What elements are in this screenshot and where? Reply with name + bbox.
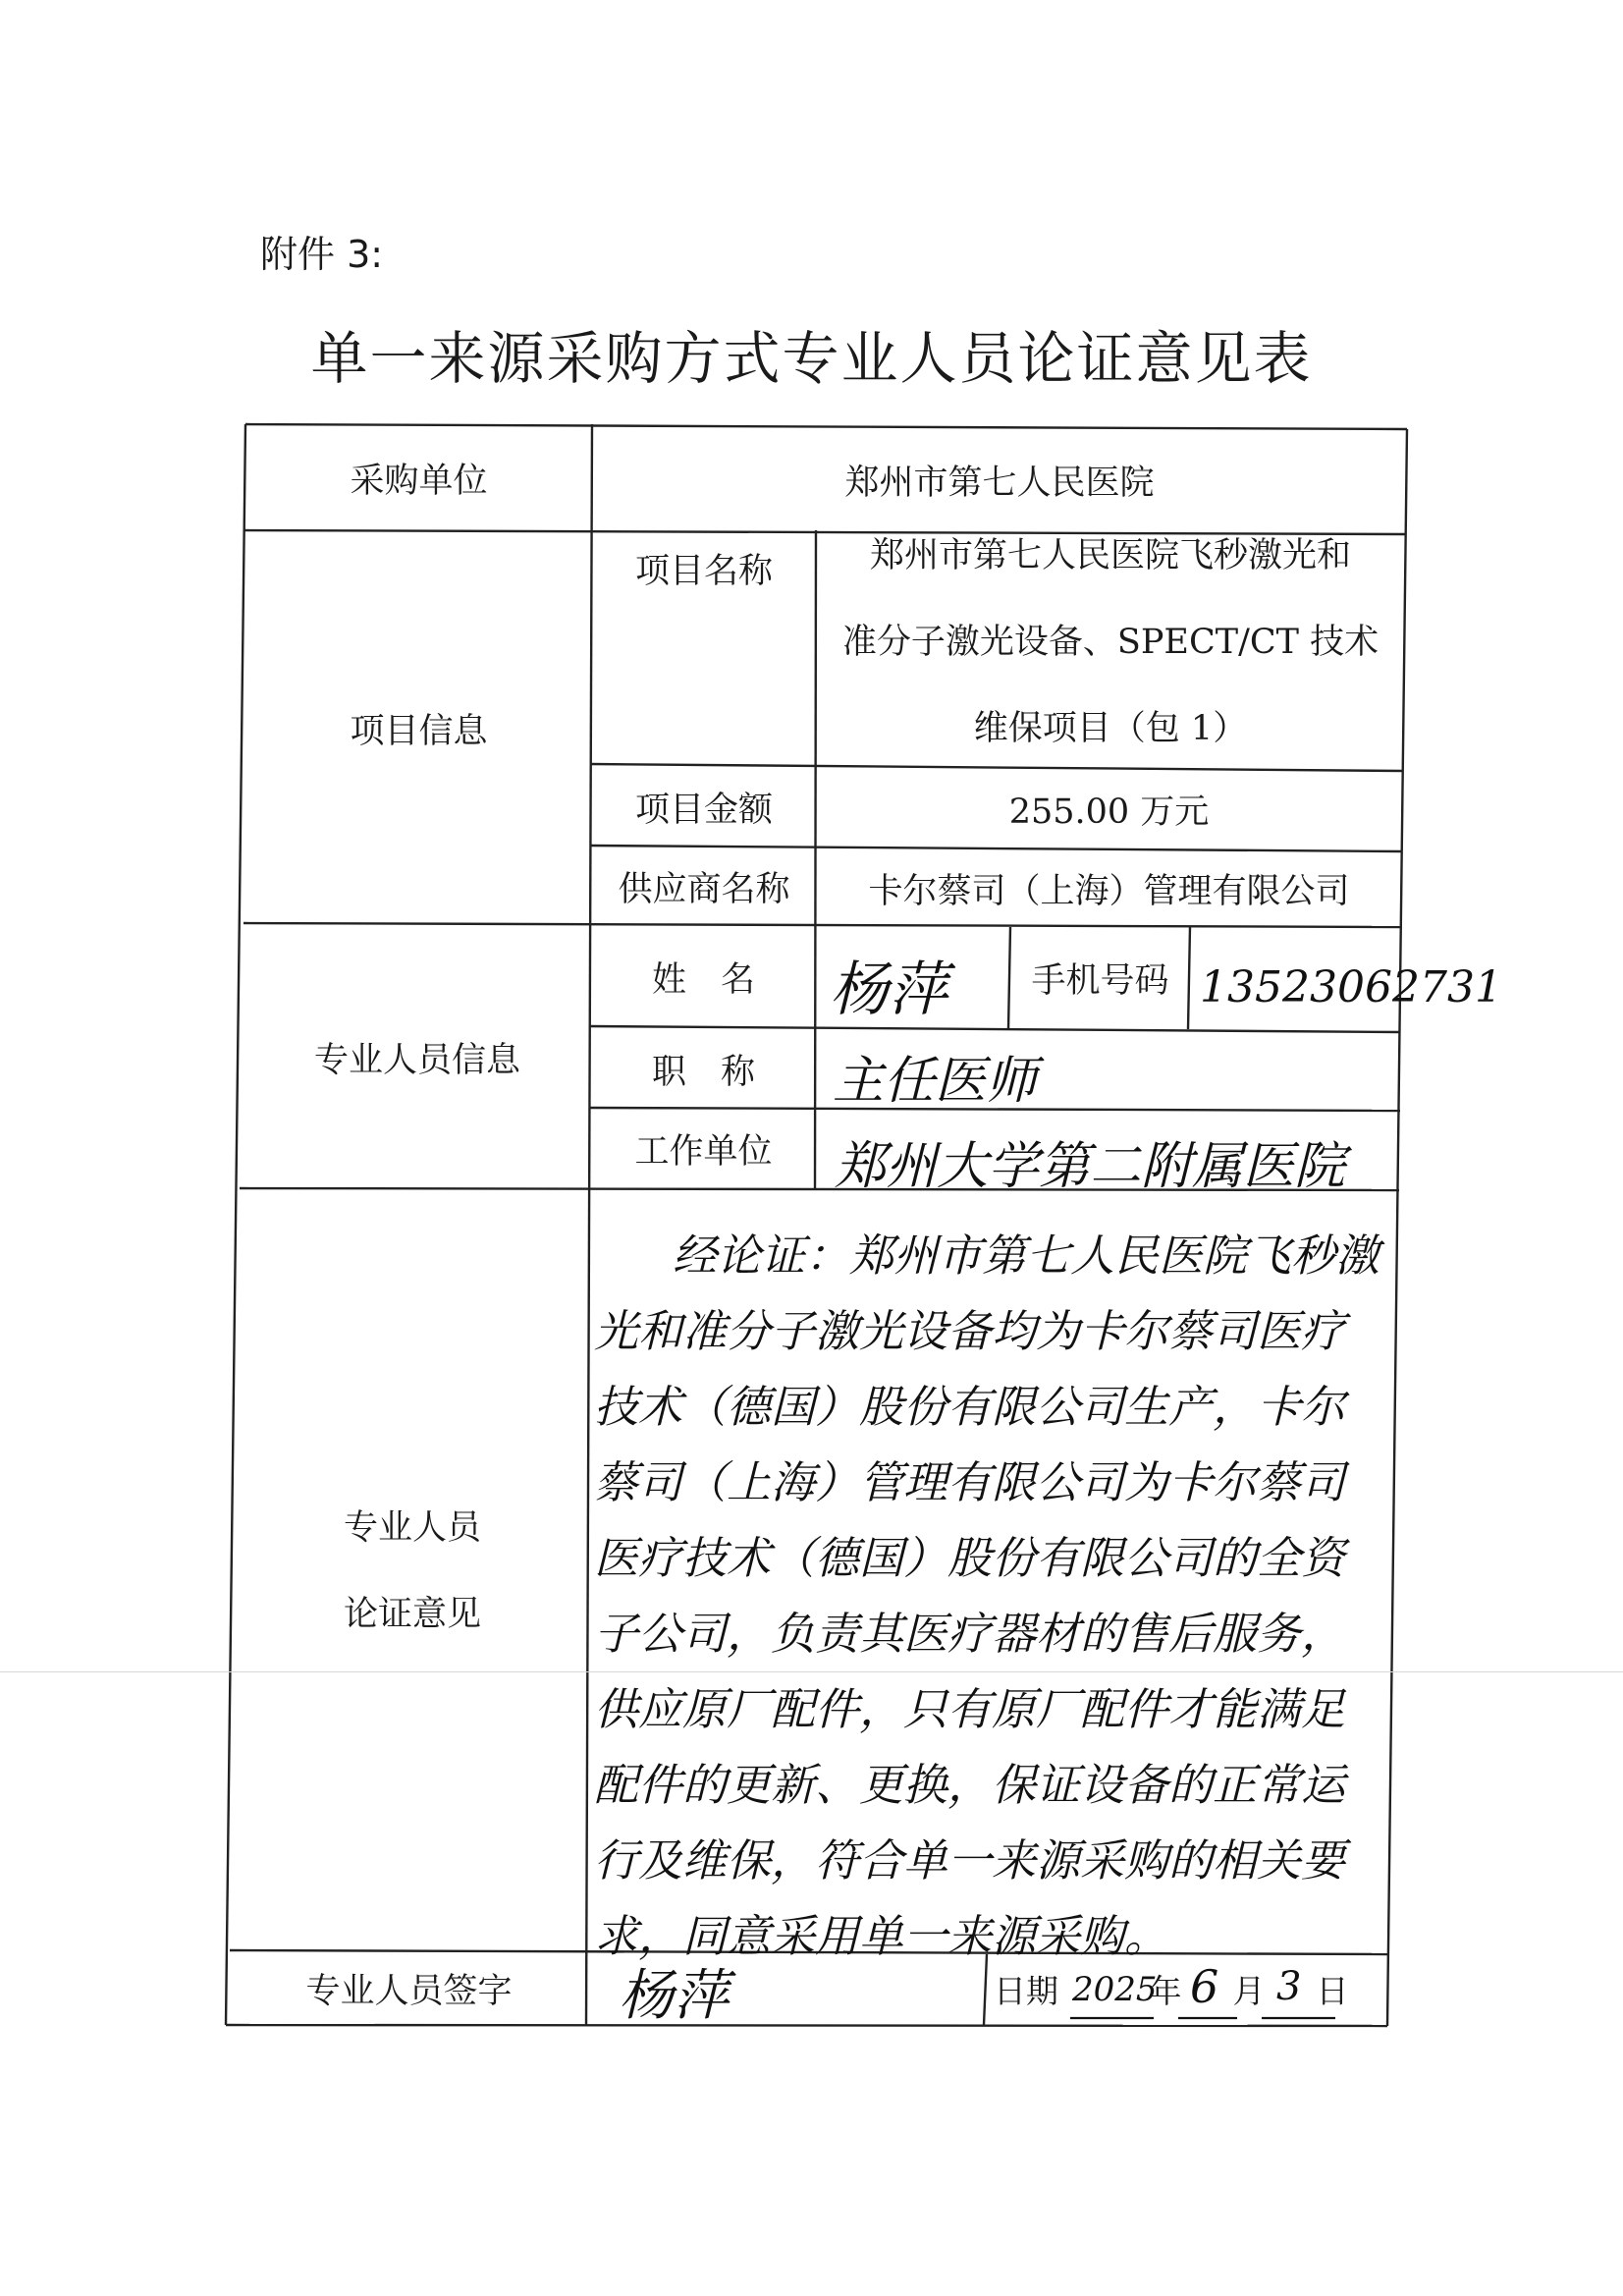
project-name-line-2: 准分子激光设备、SPECT/CT 技术 xyxy=(841,622,1380,662)
opinion-label xyxy=(236,1190,589,1952)
signature-label: 专业人员签字 xyxy=(305,1972,513,2011)
date-month-handwritten: 6 xyxy=(1190,1960,1219,2013)
supplier-label: 供应商名称 xyxy=(618,870,790,909)
project-name-label: 项目名称 xyxy=(634,552,773,591)
expert-phone-label: 手机号码 xyxy=(1031,961,1169,1001)
expert-org-handwritten: 郑州大学第二附属医院 xyxy=(835,1137,1346,1196)
date-month-unit: 月 xyxy=(1232,1971,1266,2010)
purchaser-value: 郑州市第七人民医院 xyxy=(844,464,1155,503)
page-title: 单一来源采购方式专业人员论证意见表 xyxy=(310,325,1313,392)
project-name-value xyxy=(816,517,1405,767)
project-name-line-1: 郑州市第七人民医院飞秒激光和 xyxy=(869,535,1351,575)
scan-fold-line xyxy=(0,1671,1623,1672)
expert-phone-handwritten: 13523062731 xyxy=(1200,962,1502,1012)
expert-title-label: 职 称 xyxy=(651,1052,755,1092)
attachment-label: 附件 3: xyxy=(260,233,384,276)
project-name-line-3: 维保项目（包 1） xyxy=(973,708,1248,748)
project-info-label: 项目信息 xyxy=(350,712,488,751)
supplier-value: 卡尔蔡司（上海）管理有限公司 xyxy=(868,872,1350,911)
date-day-unit: 日 xyxy=(1316,1971,1349,2010)
project-amount-value: 255.00 万元 xyxy=(1008,792,1210,832)
project-amount-label: 项目金额 xyxy=(634,790,773,830)
opinion-label-line-1: 专业人员 xyxy=(343,1508,481,1548)
date-year-handwritten: 2025 xyxy=(1072,1970,1158,2009)
expert-name-handwritten: 杨萍 xyxy=(830,956,947,1024)
expert-name-label: 姓 名 xyxy=(651,959,755,1000)
expert-title-handwritten: 主任医师 xyxy=(833,1052,1038,1111)
date-day-handwritten: 3 xyxy=(1276,1964,1302,2009)
date-year-unit: 年 xyxy=(1149,1971,1182,2010)
opinion-label-line-2: 论证意见 xyxy=(343,1595,481,1634)
expert-info-label: 专业人员信息 xyxy=(313,1041,520,1080)
expert-org-label: 工作单位 xyxy=(634,1132,773,1172)
signature-handwritten: 杨萍 xyxy=(619,1964,729,2028)
purchaser-label: 采购单位 xyxy=(350,462,488,501)
opinion-handwritten-text: 经论证：郑州市第七人民医院飞秒激光和准分子激光设备均为卡尔蔡司医疗技术（德国）股份有限公司生产，卡尔蔡司（上海）管理有限公司为卡尔蔡司医疗技术（德国）股份有限公司的全资子公司，负责其医疗器材的售后服务，供应原厂配件，只有原厂配件才能满足配件的更新、更换，保证设备的正常运行及维保，符合单一来源采购的相关要求，同意采用单一来源采购。 xyxy=(594,1230,1380,1962)
date-label: 日期 xyxy=(994,1971,1058,2010)
